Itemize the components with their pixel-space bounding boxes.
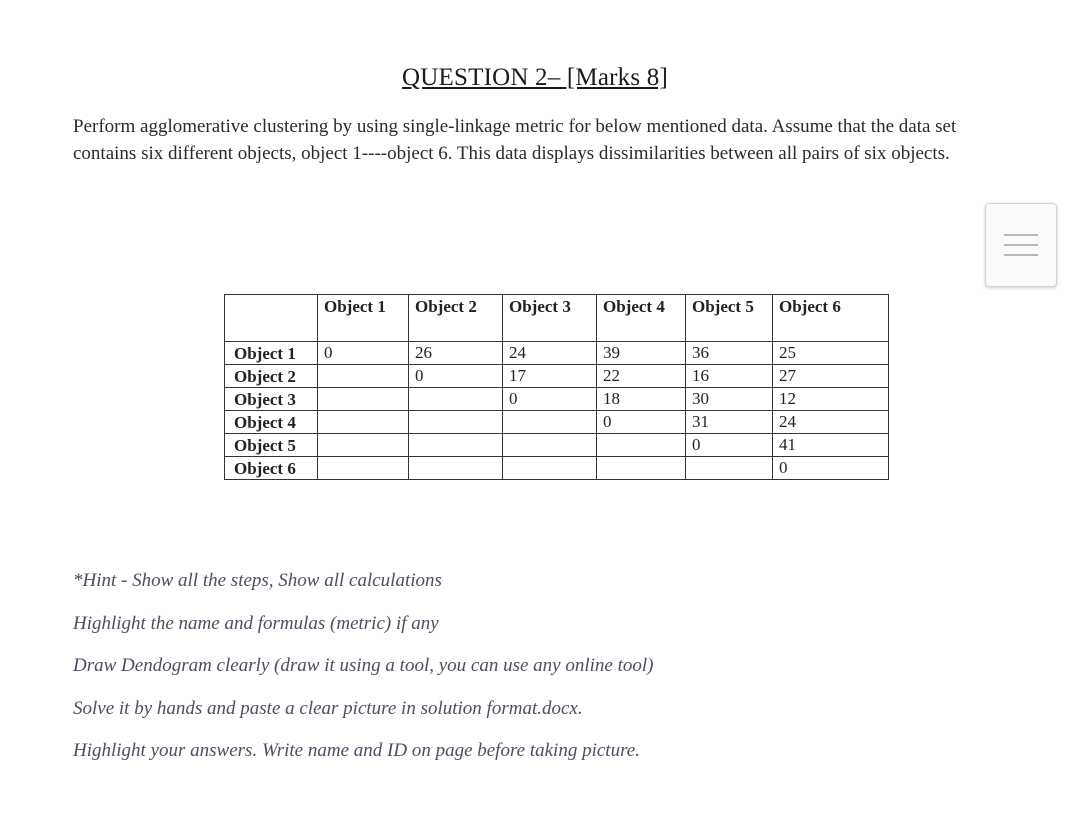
matrix-cell: [597, 457, 686, 480]
row-header: Object 6: [225, 457, 318, 480]
matrix-cell: [318, 434, 409, 457]
matrix-cell: 0: [409, 365, 503, 388]
matrix-cell: 18: [597, 388, 686, 411]
column-header: Object 6: [773, 295, 889, 342]
hint-line: Draw Dendogram clearly (draw it using a tool, you can use any online tool): [73, 655, 654, 676]
hint-line: Highlight your answers. Write name and ID on page before taking picture.: [73, 740, 640, 761]
matrix-header-row: [225, 295, 889, 342]
matrix-row: [225, 365, 889, 388]
matrix-cell: 17: [503, 365, 597, 388]
column-header: Object 3: [503, 295, 597, 342]
matrix-cell: [597, 434, 686, 457]
matrix-cell: 26: [409, 342, 503, 365]
matrix-cell: [409, 457, 503, 480]
menu-lines-icon: [1004, 234, 1038, 236]
matrix-cell: 41: [773, 434, 889, 457]
matrix-cell: 24: [773, 411, 889, 434]
matrix-row: [225, 342, 889, 365]
hint-line: Solve it by hands and paste a clear picture in solution format.docx.: [73, 697, 583, 719]
matrix-row: [225, 457, 889, 480]
side-panel-button[interactable]: [985, 203, 1057, 287]
dissimilarity-matrix: [224, 294, 889, 480]
matrix-cell: 22: [597, 365, 686, 388]
matrix-cell: 0: [503, 388, 597, 411]
matrix-cell: 24: [503, 342, 597, 365]
question-heading: QUESTION 2– [Marks 8]: [402, 64, 668, 91]
column-header: Object 2: [409, 295, 503, 342]
matrix-corner-cell: [225, 295, 318, 342]
column-header: Object 4: [597, 295, 686, 342]
matrix-cell: [503, 457, 597, 480]
matrix-cell: [503, 411, 597, 434]
menu-lines-icon: [1004, 254, 1038, 256]
matrix-cell: 31: [686, 411, 773, 434]
column-header: Object 1: [318, 295, 409, 342]
matrix-cell: [686, 457, 773, 480]
matrix-cell: [318, 411, 409, 434]
row-header: Object 1: [225, 342, 318, 365]
matrix-cell: 25: [773, 342, 889, 365]
matrix-cell: 0: [686, 434, 773, 457]
menu-lines-icon: [1004, 244, 1038, 246]
matrix-cell: 30: [686, 388, 773, 411]
matrix-row: [225, 411, 889, 434]
matrix-cell: 0: [773, 457, 889, 480]
matrix-cell: [409, 388, 503, 411]
matrix-cell: [409, 411, 503, 434]
matrix-cell: 12: [773, 388, 889, 411]
row-header: Object 5: [225, 434, 318, 457]
matrix-cell: 0: [597, 411, 686, 434]
row-header: Object 4: [225, 411, 318, 434]
matrix-cell: 27: [773, 365, 889, 388]
column-header: Object 5: [686, 295, 773, 342]
hint-line: Highlight the name and formulas (metric) if any: [73, 612, 439, 634]
matrix-cell: [318, 388, 409, 411]
hint-list: [73, 568, 973, 781]
matrix-cell: [409, 434, 503, 457]
hint-line: *Hint - Show all the steps, Show all calculations: [73, 570, 442, 591]
row-header: Object 3: [225, 388, 318, 411]
matrix-cell: 39: [597, 342, 686, 365]
matrix-row: [225, 388, 889, 411]
row-header: Object 2: [225, 365, 318, 388]
matrix-cell: 16: [686, 365, 773, 388]
matrix-cell: [503, 434, 597, 457]
question-intro: Perform agglomerative clustering by using single-linkage metric for below mentioned data. Assume that the data set contains six different objects, object 1----object 6. This data displays dissimilarities between all pairs of six objects.: [73, 116, 957, 164]
matrix-cell: [318, 365, 409, 388]
matrix-cell: 36: [686, 342, 773, 365]
matrix-cell: 0: [318, 342, 409, 365]
matrix-cell: [318, 457, 409, 480]
matrix-row: [225, 434, 889, 457]
